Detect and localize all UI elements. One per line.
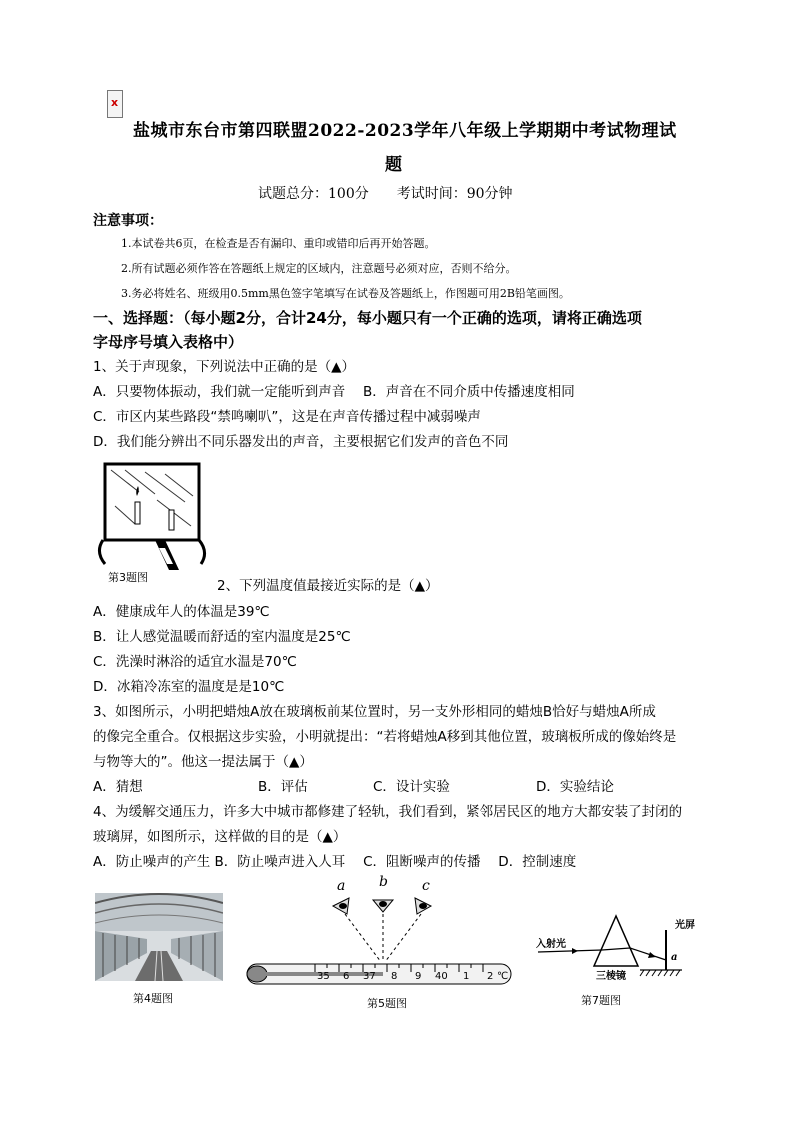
q2-option-d: D．冰箱冷冻室的温度是是10℃	[93, 679, 285, 695]
q3-option-d: D．实验结论	[536, 779, 614, 795]
figure-4-noise-barrier-photo	[95, 893, 223, 981]
note-item-1: 1.本试卷共6页，在检查是否有漏印、重印或错印后再开始答题。	[121, 237, 436, 250]
point-a-label: a	[671, 952, 678, 963]
incident-light-label: 入射光	[536, 939, 566, 950]
q3-option-b: B．评估	[258, 779, 308, 795]
scale-unit: ℃	[497, 971, 509, 982]
q3-stem-1: 3、如图所示，小明把蜡烛A放在玻璃板前某位置时，另一支外形相同的蜡烛B恰好与蜡烛A所成	[93, 704, 656, 720]
q3-option-a: A．猜想	[93, 779, 143, 795]
figure-4-caption: 第4题图	[133, 992, 173, 1005]
figure-3-mirror-candle	[95, 460, 210, 572]
q4-stem-1: 4、为缓解交通压力，许多大中城市都修建了轻轨，我们看到，紧邻居民区的地方大都安装了封闭的	[93, 804, 683, 820]
exam-meta: 试题总分：100分 考试时间：90分钟	[258, 186, 513, 202]
q3-stem-3: 与物等大的”。他这一提法属于（▲）	[93, 754, 313, 770]
figure-5-thermometer	[245, 878, 520, 988]
figure-7-caption: 第7题图	[581, 994, 621, 1007]
figure-5-caption: 第5题图	[367, 997, 407, 1010]
q3-stem-2: 的像完全重合。仅根据这步实验，小明就提出：“若将蜡烛A移到其他位置，玻璃板所成的像始终是	[93, 729, 677, 745]
broken-image-icon: x	[107, 90, 123, 118]
scale-37: 37	[363, 971, 376, 982]
page-title: 盐城市东台市第四联盟2022-2023学年八年级上学期期中考试物理试	[133, 121, 677, 141]
scale-40: 40	[435, 971, 448, 982]
screen-label: 光屏	[675, 920, 695, 931]
scale-35: 35	[317, 971, 330, 982]
figure-5-eye-c-label: c	[422, 878, 430, 894]
note-item-3: 3.务必将姓名、班级用0.5mm黑色签字笔填写在试卷及答题纸上，作图题可用2B铅笔画图。	[121, 287, 570, 300]
page-title-cont: 题	[385, 155, 403, 175]
scale-6: 6	[343, 971, 350, 982]
q2-option-a: A．健康成年人的体温是39℃	[93, 604, 270, 620]
q1-option-d: D．我们能分辨出不同乐器发出的声音，主要根据它们发声的音色不同	[93, 434, 509, 450]
prism-label: 三棱镜	[596, 971, 626, 982]
scale-9: 9	[415, 971, 422, 982]
q1-option-c: C．市区内某些路段“禁鸣喇叭”，这是在声音传播过程中减弱噪声	[93, 409, 481, 425]
section-heading: 一、选择题：（每小题2分，合计24分，每小题只有一个正确的选项，请将正确选项	[93, 309, 642, 327]
notes-heading: 注意事项：	[93, 213, 163, 229]
q4-options: A．防止噪声的产生 B．防止噪声进入人耳 C．阻断噪声的传播 D．控制速度	[93, 854, 577, 870]
q2-stem: 2、下列温度值最接近实际的是（▲）	[217, 578, 439, 594]
scale-2: 2	[487, 971, 494, 982]
figure-5-eye-b-label: b	[379, 874, 388, 890]
q2-option-b: B．让人感觉温暖而舒适的室内温度是25℃	[93, 629, 351, 645]
q3-option-c: C．设计实验	[373, 779, 450, 795]
note-item-2: 2.所有试题必须作答在答题纸上规定的区域内，注意题号必须对应，否则不给分。	[121, 262, 517, 275]
q1-options-ab: A．只要物体振动，我们就一定能听到声音 B．声音在不同介质中传播速度相同	[93, 384, 575, 400]
scale-8: 8	[391, 971, 398, 982]
q1-stem: 1、关于声现象，下列说法中正确的是（▲）	[93, 359, 355, 375]
scale-1: 1	[463, 971, 470, 982]
q4-stem-2: 玻璃屏，如图所示，这样做的目的是（▲）	[93, 829, 347, 845]
figure-5-eye-a-label: a	[337, 878, 346, 894]
q2-option-c: C．洗澡时淋浴的适宜水温是70℃	[93, 654, 297, 670]
figure-3-caption: 第3题图	[108, 571, 148, 584]
section-heading-cont: 字母序号填入表格中）	[93, 333, 244, 351]
